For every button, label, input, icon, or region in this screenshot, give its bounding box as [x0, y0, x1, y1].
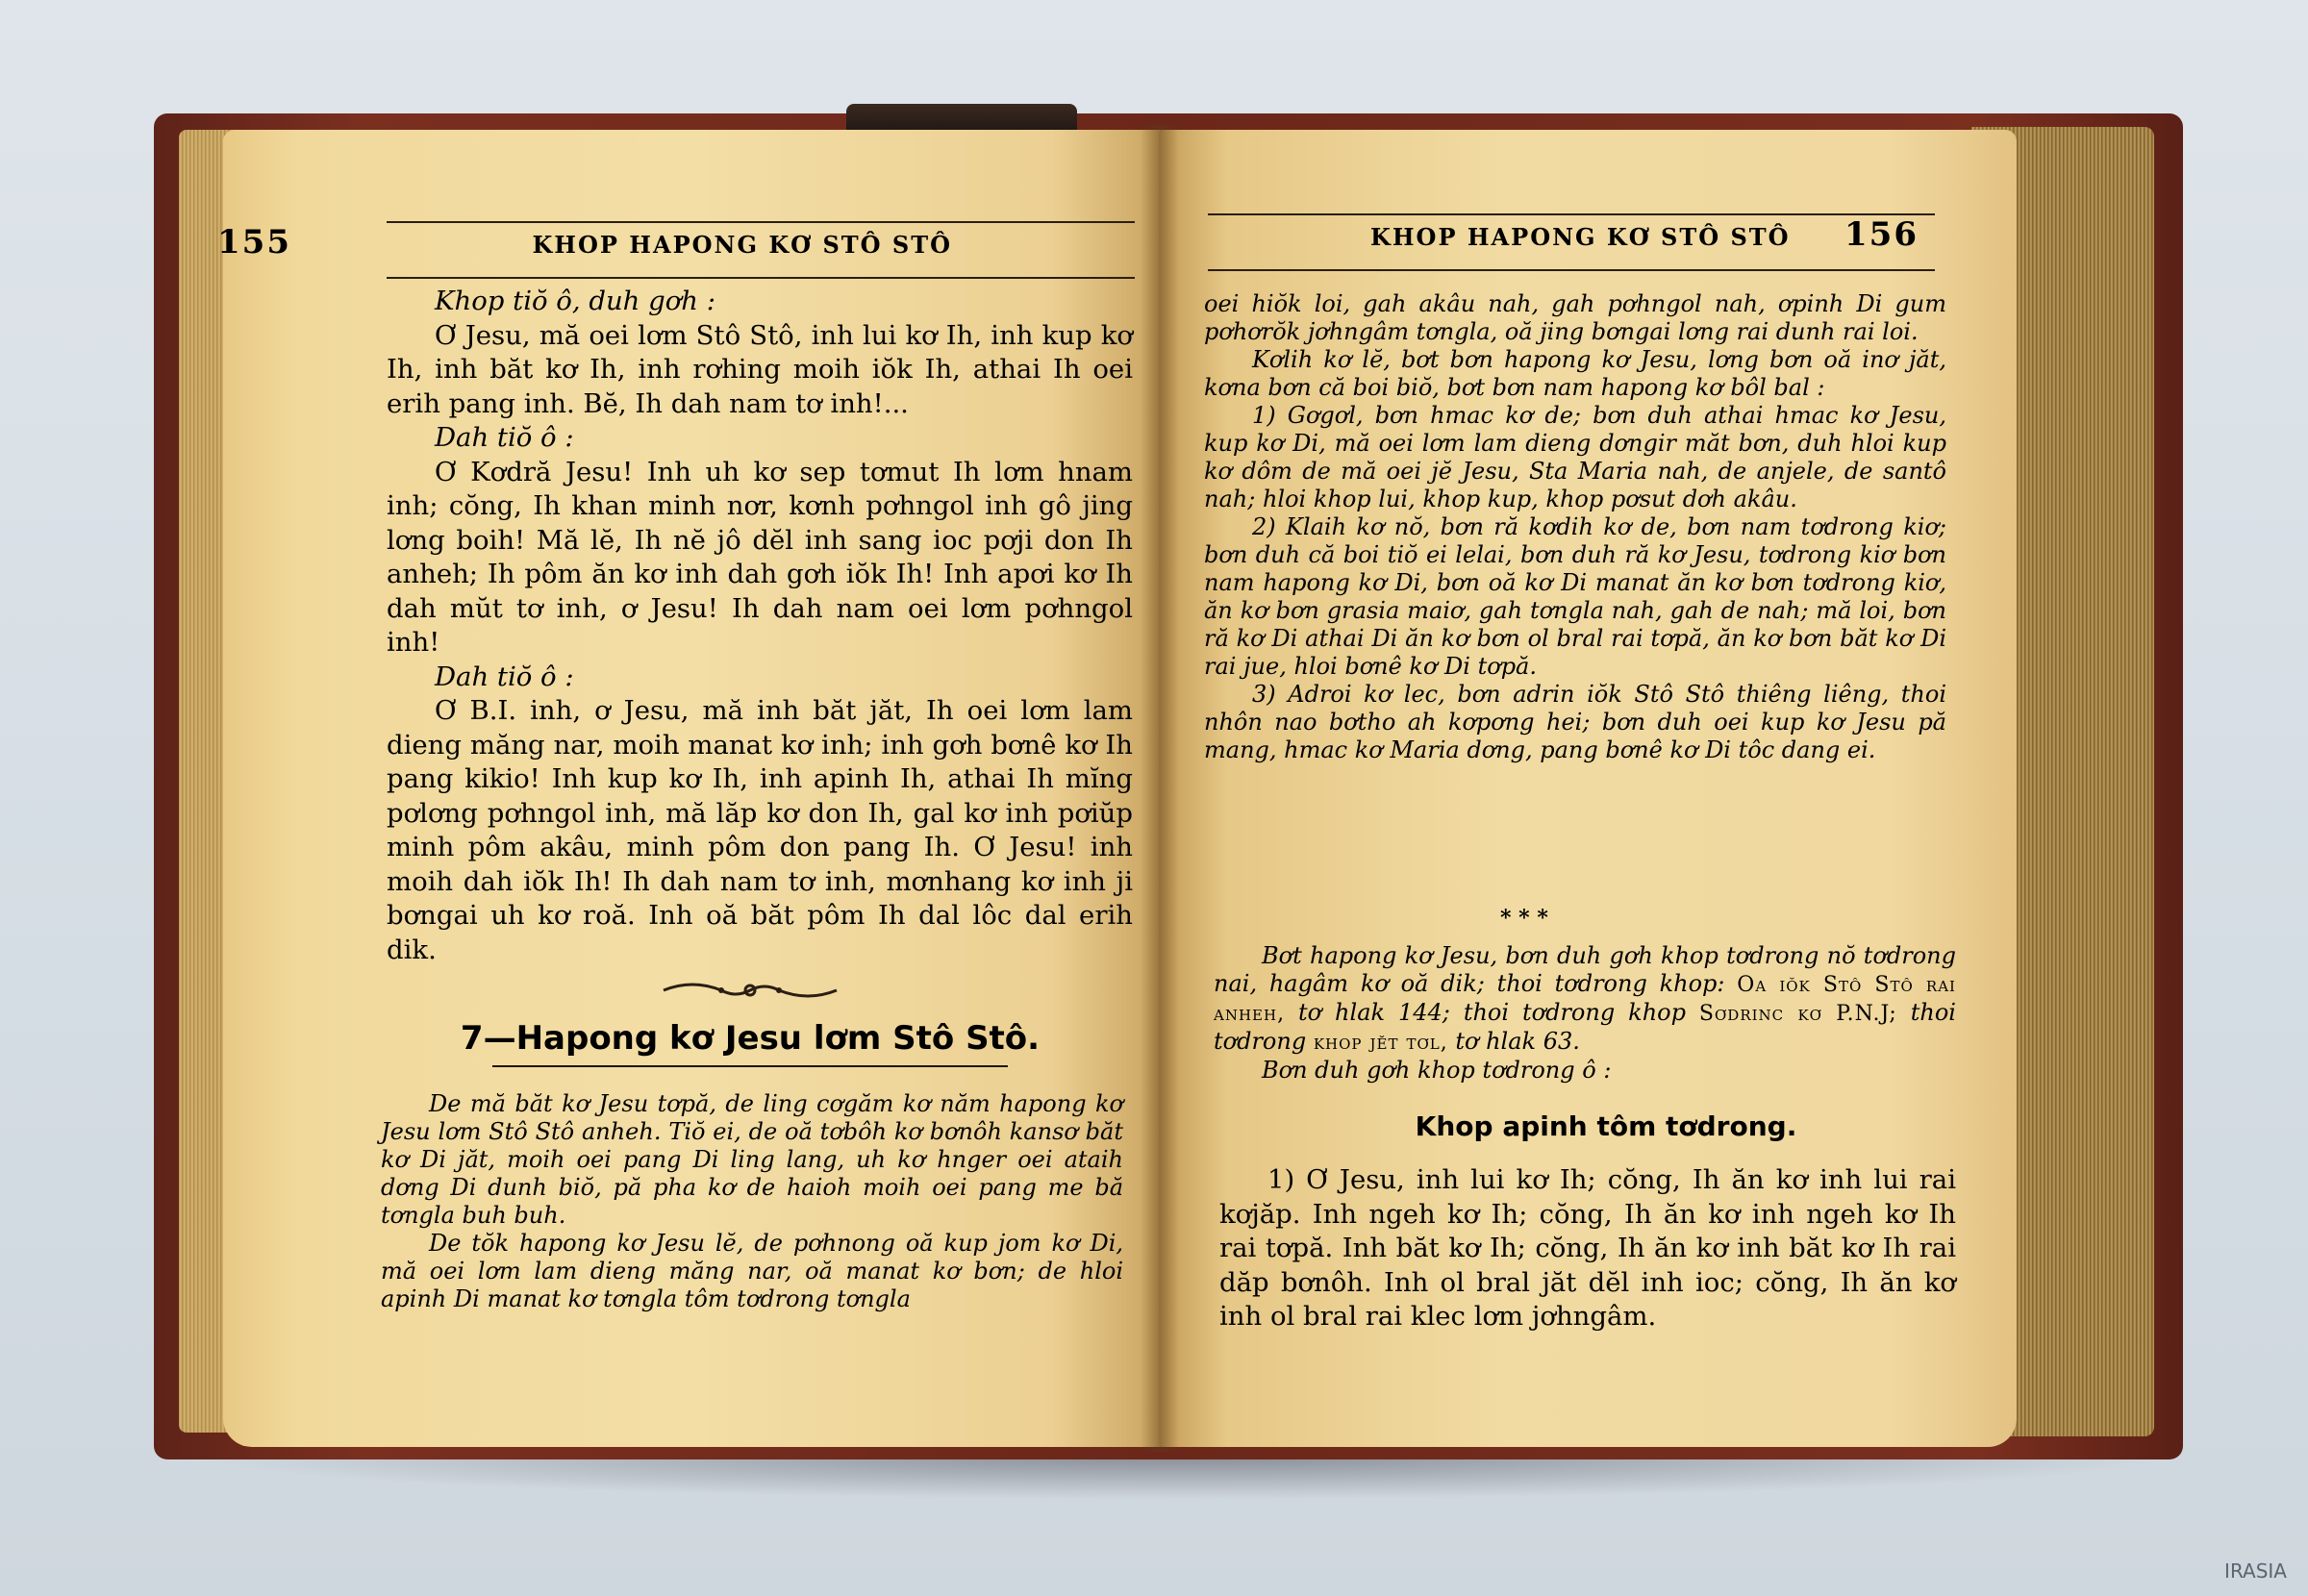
note-smallcaps-3: khop jĕt tơl,: [1313, 1031, 1448, 1055]
right-note-intro: Bơn duh gơh khop tơdrong ô :: [1262, 1057, 1612, 1084]
right-header-rule-bottom: [1208, 269, 1935, 271]
left-italic-text: [381, 1090, 1123, 1313]
left-para-1: Khop tiŏ ô, duh gơh :: [435, 286, 715, 316]
prayer-subheading: Khop apinh tôm tơdrong.: [1415, 1110, 1797, 1142]
left-header-rule-bottom: [387, 277, 1135, 279]
left-header-rule-top: [387, 221, 1135, 223]
left-para-3: Dah tiŏ ô :: [435, 422, 574, 453]
right-italic-para-2: Kơlih kơ lĕ, bơt bơn hapong kơ Jesu, lơng bơn oă inơ jăt, kơna bơn că boi biŏ, bơt bơn nam hapong kơ bôl bal :: [1204, 346, 1946, 401]
left-para-6: Ơ B.I. inh, ơ Jesu, mă inh băt jăt, Ih oei lơm lam dieng măng nar, moih manat kơ inh; inh gơh bơnê kơ Ih pang kikio! Inh kup kơ Ih, inh apinh Ih, athai Ih mĭng pơlơng pơhngol inh, mă lăp kơ don Ih, gal kơ inh pơiŭp minh pôm akâu, minh pôm don pang Ih. Ơ Jesu! inh moih dah iŏk Ih! Ih dah nam tơ inh, mơnhang kơ inh ji bơngai uh kơ roă. Inh oă băt pôm Ih dal lôc dal erih dik.: [387, 695, 1133, 965]
section-title-underline: [492, 1065, 1008, 1067]
section-title: 7—Hapong kơ Jesu lơm Stô Stô.: [460, 1019, 1041, 1058]
right-note-para: [1214, 942, 1956, 1057]
left-italic-para-1: De mă băt kơ Jesu tơpă, de ling cơgăm kơ năm hapong kơ Jesu lơm Stô Stô anheh. Tiŏ ei, de oă tơbôh kơ bơnôh kansơ băt kơ Di jăt, moih oei pang Di ling lang, uh kơ hnger oei ataih dơng Di dunh biŏ, pă pha kơ de haioh moih oei pang me bă tơngla buh buh.: [381, 1090, 1123, 1229]
right-italic-text: [1204, 290, 1946, 764]
right-note-text: [1214, 942, 1956, 1085]
left-page-number: 155: [217, 223, 291, 262]
note-smallcaps-2: Sơdrinc kơ P.N.J;: [1698, 1002, 1897, 1026]
right-body-para: 1) Ơ Jesu, inh lui kơ Ih; cŏng, Ih ăn kơ inh lui rai kơjăp. Inh ngeh kơ Ih; cŏng, Ih ăn kơ inh ngeh kơ Ih rai tơpă. Inh băt kơ Ih; cŏng, Ih ăn kơ inh băt kơ Ih rai dăp bơnôh. Inh ol bral jăt dĕl inh ioc; cŏng, Ih ăn kơ inh ol bral rai klec lơm jơhngâm.: [1219, 1164, 1956, 1332]
right-italic-para-4: 2) Klaih kơ nŏ, bơn ră kơdih kơ de, bơn nam tơdrong kiơ; bơn duh că boi tiŏ ei lelai, bơn duh ră kơ Jesu, tơdrong kiơ bơn nam hapong kơ Di, bơn oă kơ Di manat ăn kơ bơn tơdrong kiơ, ăn kơ bơn grasia maiơ, gah tơngla nah, gah de nah; mă loi, bơn ră kơ Di athai Di ăn kơ bơn ol bral rai tơpă, ăn kơ bơn băt kơ Di rai jue, hloi bơnê kơ Di tơpă.: [1204, 513, 1946, 680]
asterisk-separator: * * *: [1500, 906, 1548, 931]
note-italic-2: tơ hlak 144; thoi tơdrong khop: [1298, 999, 1686, 1026]
right-body-text: [1219, 1163, 1956, 1334]
left-para-5: Dah tiŏ ô :: [435, 661, 574, 692]
left-para-2: Ơ Jesu, mă oei lơm Stô Stô, inh lui kơ Ih, inh kup kơ Ih, inh băt kơ Ih, inh rơhing moih iŏk Ih, athai Ih oei erih pang inh. Bĕ, Ih dah nam tơ inh!...: [387, 319, 1133, 419]
left-italic-para-2: De tŏk hapong kơ Jesu lĕ, de pơhnong oă kup jom kơ Di, mă oei lơm lam dieng măng nar, oă manat kơ bơn; de hloi apinh Di manat kơ tơngla tôm tơdrong tơngla: [381, 1230, 1123, 1312]
right-italic-para-5: 3) Adroi kơ lec, bơn adrin iŏk Stô Stô thiêng liêng, thoi nhôn nao bơtho ah kơpơng hei; bơn duh oei kup kơ Jesu pă mang, hmac kơ Maria dơng, pang bơnê kơ Di tôc dang ei.: [1204, 681, 1946, 763]
note-italic-3: thoi tơdrong: [1214, 999, 1956, 1055]
left-para-4: Ơ Kơdră Jesu! Inh uh kơ sep tơmut Ih lơm hnam inh; cŏng, Ih khan minh nơr, kơnh pơhngol inh gô jing lơng boih! Mă lĕ, Ih nĕ jô dĕl inh sang ioc pơji don Ih anheh; Ih pôm ăn kơ inh dah gơh iŏk Ih! Inh apơi kơ Ih dah mŭt tơ inh, ơ Jesu! Ih dah nam oei lơm pơhngol inh!: [387, 456, 1133, 658]
left-body-text: [387, 285, 1133, 967]
ornament-divider: [654, 971, 846, 1010]
note-italic-1: Bơt hapong kơ Jesu, bơn duh gơh khop tơdrong nŏ tơdrong nai, hagâm kơ oă dik; thoi tơdrong khop:: [1214, 942, 1956, 997]
right-header-rule-top: [1208, 213, 1935, 215]
left-page-header: [204, 223, 1135, 267]
right-italic-para-3: 1) Gơgơl, bơn hmac kơ de; bơn duh athai hmac kơ Jesu, kup kơ Di, mă oei lơm lam dieng dơngir măt bơn, duh hloi kup kơ dôm de mă oei jĕ Jesu, Sta Maria nah, de anjele, de santô nah; hloi khop lui, khop kup, khop pơsut dơh akâu.: [1204, 402, 1946, 512]
right-running-title: KHOP HAPONG KƠ STÔ STÔ: [1370, 223, 1791, 251]
watermark-text: IRASIA: [2224, 1559, 2287, 1583]
right-page-number: 156: [1844, 215, 1919, 254]
right-italic-para-1: oei hiŏk loi, gah akâu nah, gah pơhngol nah, ơpinh Di gum pơhơrŏk jơhngâm tơngla, oă jing bơngai lơng rai dunh rai loi.: [1204, 290, 1946, 345]
right-page-header: [1207, 215, 1938, 260]
note-italic-4: tơ hlak 63.: [1455, 1028, 1580, 1055]
book-gutter: [1141, 125, 1179, 1452]
left-running-title: KHOP HAPONG KƠ STÔ STÔ: [532, 231, 952, 259]
note-smallcaps-1: Oa iŏk Stô Stô rai anheh,: [1214, 973, 1956, 1026]
